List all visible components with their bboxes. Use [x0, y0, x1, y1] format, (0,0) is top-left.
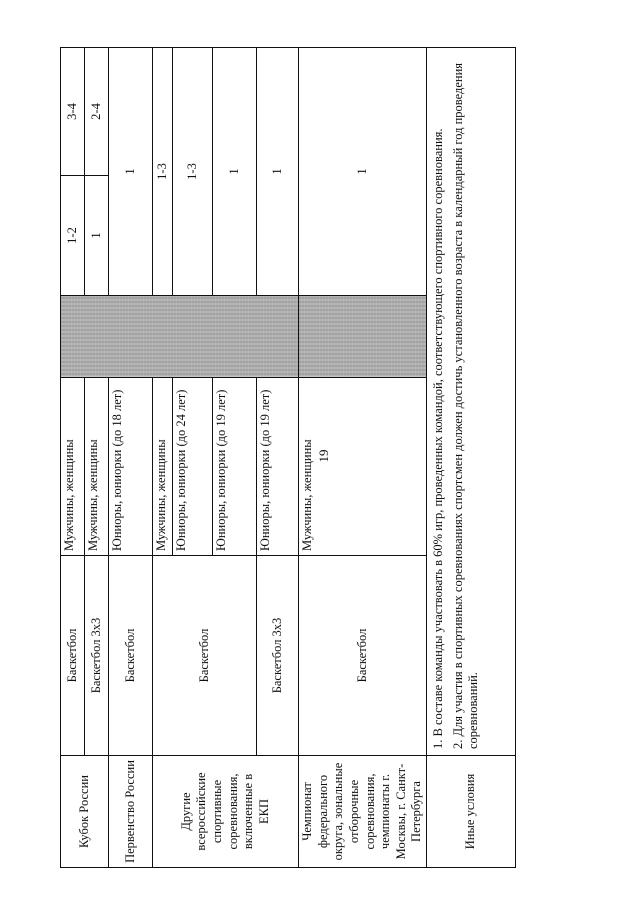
sport-cell: Баскетбол 3х3	[257, 555, 299, 755]
group-cell: Мужчины, женщины	[299, 377, 427, 555]
value-cell: 1	[213, 47, 257, 295]
table-row	[153, 47, 173, 867]
sport-cell: Баскетбол	[61, 555, 85, 755]
value-cell: 1	[85, 175, 109, 295]
group-cell: Юниоры, юниорки (до 19 лет)	[257, 377, 299, 555]
row-label: Чемпионат федерального округа, зональные отборочные соревнования, чемпионаты г. Москвы, г. Санкт-Петербурга	[299, 756, 427, 868]
row-label: Первенство России	[109, 756, 153, 868]
row-label: Иные условия	[427, 756, 516, 868]
requirements-table	[60, 47, 516, 868]
value-cell: 1-3	[173, 47, 213, 295]
value-cell: 3-4	[61, 47, 85, 175]
table-row	[299, 47, 427, 867]
shaded-area	[299, 295, 427, 377]
table-row	[257, 47, 299, 867]
row-label: Другие всероссийские спортивные соревнования, включенные в ЕКП	[153, 756, 299, 868]
value-cell: 1	[257, 47, 299, 295]
sport-cell: Баскетбол	[153, 555, 257, 755]
value-cell: 1	[299, 47, 427, 295]
sport-cell: Баскетбол	[299, 555, 427, 755]
note-2: 2. Для участия в спортивных соревнованиях спортсмен должен достичь установленного возраста в календарный год проведения соревнований.	[450, 62, 481, 749]
row-label: Кубок России	[61, 756, 109, 868]
table-row	[61, 47, 85, 867]
group-cell: Мужчины, женщины	[61, 377, 85, 555]
page-number: 19	[316, 449, 331, 463]
sport-cell: Баскетбол 3х3	[85, 555, 109, 755]
table-row	[85, 47, 109, 867]
shaded-area	[61, 295, 299, 377]
value-cell: 1	[109, 47, 153, 295]
sport-cell: Баскетбол	[109, 555, 153, 755]
value-cell: 2-4	[85, 47, 109, 175]
value-cell: 1-3	[153, 47, 173, 295]
value-cell: 1-2	[61, 175, 85, 295]
table-row	[427, 47, 516, 867]
group-cell: Мужчины, женщины	[85, 377, 109, 555]
group-cell: Юниоры, юниорки (до 18 лет)	[109, 377, 153, 555]
group-cell: Юниоры, юниорки (до 19 лет)	[213, 377, 257, 555]
group-cell: Мужчины, женщины	[153, 377, 173, 555]
note-1: 1. В составе команды участвовать в 60% игр, проведенных командой, соответствующего спортивного соревнования.	[431, 128, 445, 749]
notes-cell	[427, 47, 516, 755]
rotated-page	[60, 48, 512, 868]
table-row	[109, 47, 153, 867]
group-cell: Юниоры, юниорки (до 24 лет)	[173, 377, 213, 555]
